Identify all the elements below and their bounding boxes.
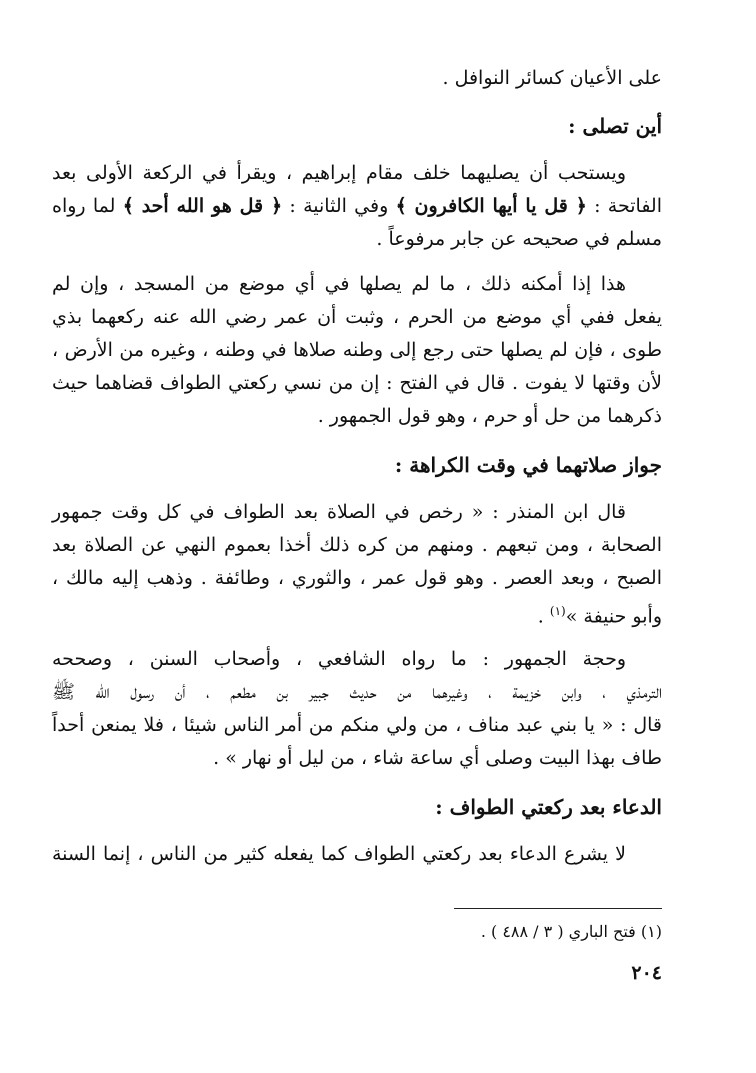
- paragraph: [52, 643, 662, 775]
- quran-verse-ikhlas: ﴿ قل هو الله أحد ﴾: [122, 195, 283, 217]
- text-line: لا يشرع الدعاء بعد ركعتي الطواف كما يفعله كثير من الناس ، إنما السنة: [52, 843, 626, 865]
- paragraph: [52, 157, 662, 256]
- text-segment: وفي الثانية :: [282, 195, 396, 217]
- text-line: قال ابن المنذر : « رخص في الصلاة بعد الطواف في كل وقت جمهور: [52, 501, 626, 523]
- text-line: لأن وقتها لا يفوت . قال في الفتح : إن من نسي ركعتي الطواف قضاهما حيث: [52, 372, 662, 394]
- text-line: طاف بهذا البيت وصلى أي ساعة شاء ، من ليل أو نهار » .: [213, 747, 662, 769]
- section-heading-prayer-in-disliked-times: جواز صلاتهما في وقت الكراهة :: [394, 453, 662, 477]
- section-heading-dua-after-prayer: الدعاء بعد ركعتي الطواف :: [435, 795, 662, 819]
- text-line: هذا إذا أمكنه ذلك ، ما لم يصلها في أي موضع من المسجد ، وإن لم: [52, 273, 626, 295]
- text-line: ويستحب أن يصليهما خلف مقام إبراهيم ، ويقرأ في الركعة الأولى بعد: [52, 162, 626, 184]
- text-line: على الأعيان كسائر النوافل .: [442, 67, 662, 89]
- paragraph: [52, 838, 662, 871]
- text-segment: وأبو حنيفة »: [565, 605, 662, 628]
- text-line: ذكرهما من حل أو حرم ، وهو قول الجمهور .: [317, 405, 662, 427]
- text-segment: الفاتحة :: [586, 195, 663, 217]
- text-line: الصحابة ، ومن تبعهم . ومنهم من كره ذلك أخذا بعموم النهي عن الصلاة بعد: [52, 534, 662, 556]
- text-line: وحجة الجمهور : ما رواه الشافعي ، وأصحاب السنن ، وصححه: [52, 648, 626, 670]
- intro-text: [52, 62, 662, 95]
- text-line: [52, 190, 662, 223]
- text-line: الصبح ، وبعد العصر . وهو قول عمر ، والثوري ، وطائفة . وذهب إليه مالك ،: [52, 567, 662, 589]
- page-number: ٢٠٤: [631, 962, 662, 984]
- footnote: (١) فتح الباري ( ٣ / ٤٨٨ ) .: [480, 922, 662, 941]
- text-line: قال : « يا بني عبد مناف ، من ولي منكم من أمر الناس شيئا ، فلا يمنعن أحداً: [52, 714, 662, 736]
- footnote-marker: (١): [549, 604, 566, 618]
- text-line: يفعل ففي أي موضع من الحرم ، وثبت أن عمر رضي الله عنه ركعهما بذي: [52, 306, 662, 328]
- text-segment: .: [537, 605, 550, 628]
- paragraph: [52, 268, 662, 433]
- text-line: طوى ، فإن لم يصلها حتى رجع إلى وطنه صلاها في وطنه ، وغيره من الأرض ،: [52, 339, 662, 361]
- text-line: الترمذي ، وابن خزيمة ، وغيرهما من حديث جبير بن مطعم ، أن رسول الله ﷺ: [52, 681, 662, 703]
- paragraph: [52, 496, 662, 633]
- text-line: مسلم في صحيحه عن جابر مرفوعاً .: [376, 228, 662, 250]
- text-segment: لما رواه: [52, 195, 123, 217]
- section-heading-where-to-pray: أين تصلى :: [568, 114, 662, 138]
- text-line: [52, 595, 662, 633]
- footnote-separator: [454, 908, 662, 909]
- quran-verse-kafirun: ﴿ قل يا أيها الكافرون ﴾: [395, 195, 587, 217]
